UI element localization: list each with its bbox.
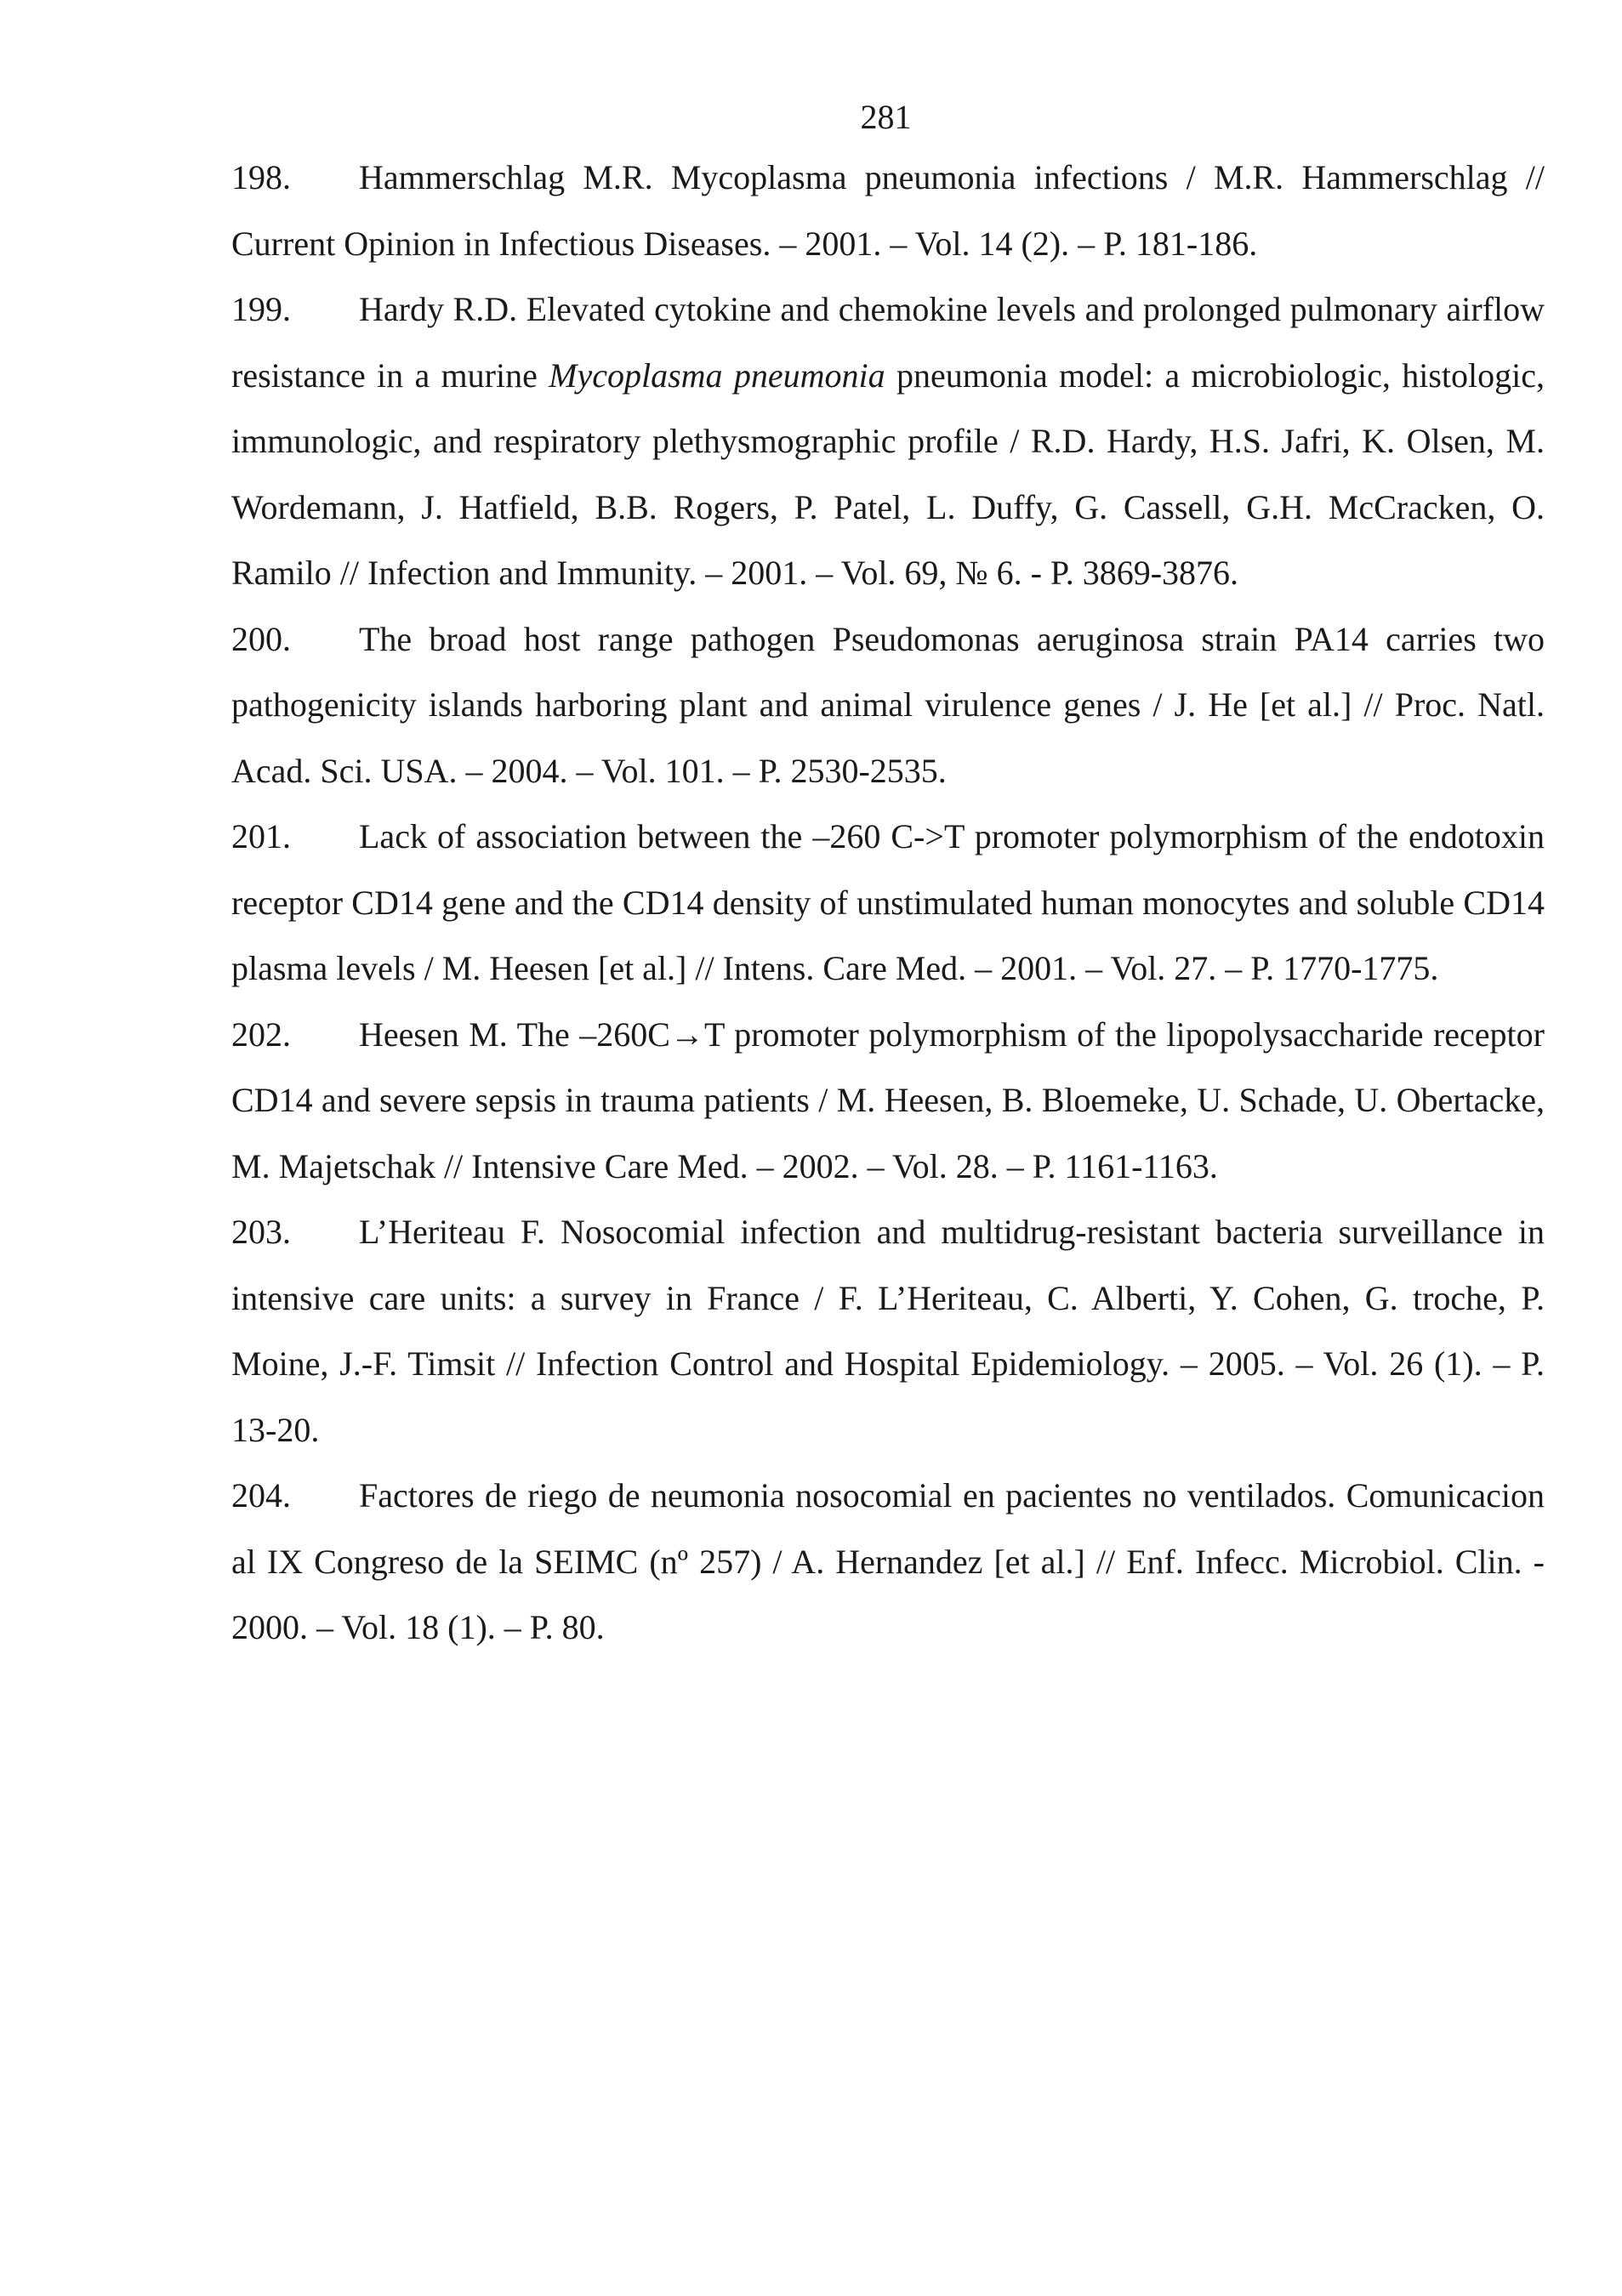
reference-text: The broad host range pathogen Pseudomonas aeruginosa strain PA14 carries two pathogenicity islands harboring plant and animal virulence genes / J. He [et al.] // Proc. Natl. Acad. Sci. USA. – 2004. – Vol. 101. – P. 2530-2535. (231, 619, 1545, 790)
reference-item (231, 606, 1545, 804)
reference-italic-title: Mycoplasma pneumonia (549, 355, 885, 395)
reference-number: 200. (231, 619, 291, 658)
reference-number: 201. (231, 817, 291, 855)
reference-text: Factores de riego de neumonia nosocomial en pacientes no ventilados. Comunicacion al IX Congreso de la SEIMC (nº 257) / A. Hernandez [et al.] // Enf. Infecc. Microbiol. Clin. - 2000. – Vol. 18 (1). – P. 80. (231, 1476, 1545, 1646)
reference-number: 202. (231, 1014, 291, 1054)
reference-number: 198. (231, 158, 291, 196)
page-number: 281 (860, 98, 912, 136)
reference-text: pneumonia model: a microbiologic, histologic, immunologic, and respiratory plethysmographic profile / R.D. Hardy, H.S. Jafri, K. Olsen, M. Wordemann, J. Hatfield, B.B. Rogers, P. Patel, L. Duffy, G. Cassell, G.H. McCracken, O. Ramilo // Infection and Immunity. – 2001. – Vol. 69, № 6. - P. 3869-3876. (231, 355, 1545, 592)
reference-text: L’Heriteau F. Nosocomial infection and multidrug-resistant bacteria surveillance in intensive care units: a survey in France / F. L’Heriteau, C. Alberti, Y. Cohen, G. troche, P. Moine, J.-F. Timsit // Infection Control and Hospital Epidemiology. – 2005. – Vol. 26 (1). – P. 13-20. (231, 1213, 1545, 1449)
reference-text: Hammerschlag M.R. Mycoplasma pneumonia infections / M.R. Hammerschlag // Current Opinion in Infectious Diseases. – 2001. – Vol. 14 (2). – P. 181-186. (231, 158, 1545, 263)
reference-item (231, 1199, 1545, 1463)
reference-number: 203. (231, 1213, 291, 1251)
reference-item (231, 145, 1545, 276)
reference-text: Heesen M. The –260C→T promoter polymorphism of the lipopolysaccharide receptor CD14 and severe sepsis in trauma patients / M. Heesen, B. Bloemeke, U. Schade, U. Obertacke, M. Majetschak // Intensive Care Med. – 2002. – Vol. 28. – P. 1161-1163. (231, 1014, 1545, 1185)
reference-item (231, 804, 1545, 1002)
reference-item (231, 1002, 1545, 1200)
reference-number: 199. (231, 290, 291, 328)
reference-number: 204. (231, 1476, 291, 1515)
reference-list (231, 145, 1545, 1661)
reference-item (231, 1463, 1545, 1661)
reference-text: Hardy R.D. Elevated cytokine and chemokine levels and prolonged pulmonary airflow resistance in a murine (231, 290, 1545, 395)
reference-item (231, 276, 1545, 606)
reference-text: Lack of association between the –260 C->T promoter polymorphism of the endotoxin receptor CD14 gene and the CD14 density of unstimulated human monocytes and soluble CD14 plasma levels / M. Heesen [et al.] // Intens. Care Med. – 2001. – Vol. 27. – P. 1770-1775. (231, 817, 1545, 987)
